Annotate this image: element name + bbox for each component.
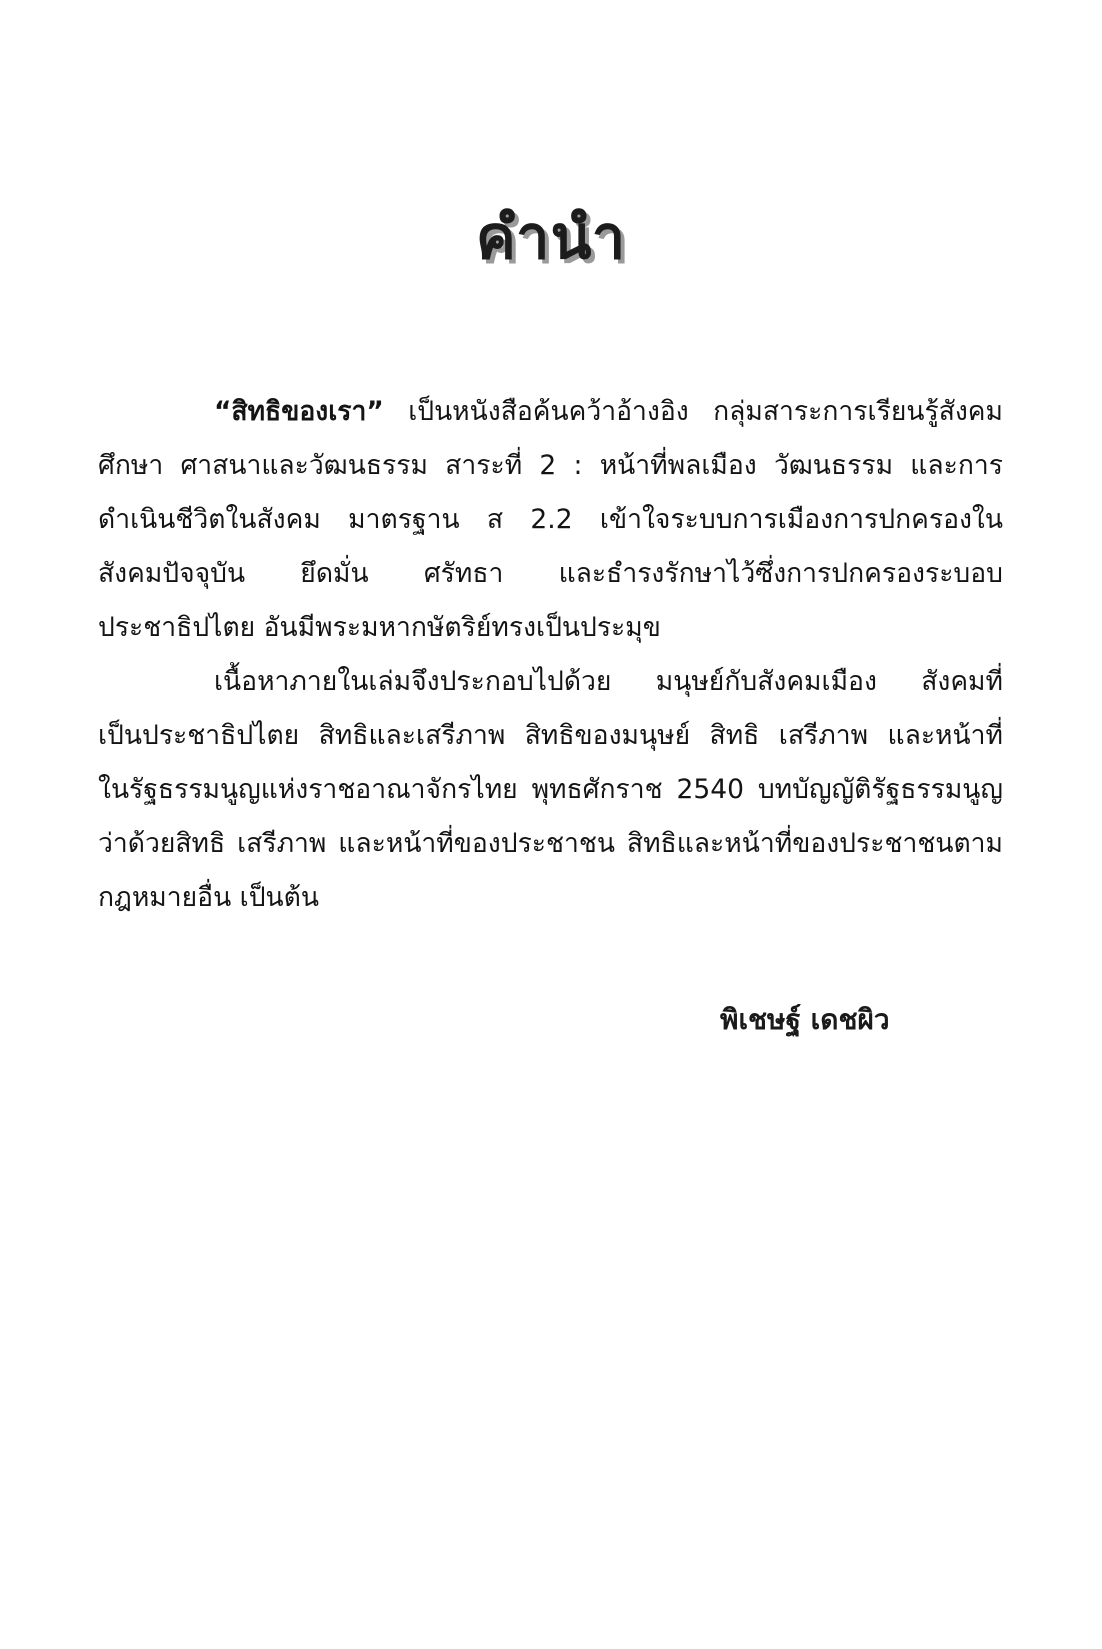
- book-title: “สิทธิของเรา”: [214, 396, 384, 427]
- paragraph-1-line-3: ดำเนินชีวิตในสังคม มาตรฐาน ส 2.2 เข้าใจระบบการเมืองการปกครองใน: [98, 504, 1003, 535]
- paragraph-1-line-4: สังคมปัจจุบัน ยึดมั่น ศรัทธา และธำรงรักษาไว้ซึ่งการปกครองระบอบ: [98, 558, 1003, 589]
- paragraph-2-line-3: ในรัฐธรรมนูญแห่งราชอาณาจักรไทย พุทธศักราช 2540 บทบัญญัติรัฐธรรมนูญ: [98, 774, 1003, 805]
- paragraph-2: [98, 655, 1003, 925]
- paragraph-1-line-2: ศึกษา ศาสนาและวัฒนธรรม สาระที่ 2 : หน้าที่พลเมือง วัฒนธรรม และการ: [98, 450, 1003, 481]
- paragraph-2-line-2: เป็นประชาธิปไตย สิทธิและเสรีภาพ สิทธิของมนุษย์ สิทธิ เสรีภาพ และหน้าที่: [98, 720, 1003, 751]
- paragraph-2-line-5: กฎหมายอื่น เป็นต้น: [98, 882, 319, 913]
- paragraph-1-line-1-text: เป็นหนังสือค้นคว้าอ้างอิง กลุ่มสาระการเรียนรู้สังคม: [408, 396, 1003, 427]
- page-title: คำนำ: [475, 203, 627, 273]
- author-signature: พิเชษฐ์ เดชผิว: [720, 1003, 890, 1036]
- paragraph-1: [98, 385, 1003, 655]
- paragraph-1-line-1: [98, 385, 1003, 439]
- paragraph-1-line-5: ประชาธิปไตย อันมีพระมหากษัตริย์ทรงเป็นประมุข: [98, 612, 661, 643]
- paragraph-2-line-4: ว่าด้วยสิทธิ เสรีภาพ และหน้าที่ของประชาชน สิทธิและหน้าที่ของประชาชนตาม: [98, 828, 1003, 859]
- paragraph-2-line-1: เนื้อหาภายในเล่มจึงประกอบไปด้วย มนุษย์กับสังคมเมือง สังคมที่: [214, 666, 1003, 697]
